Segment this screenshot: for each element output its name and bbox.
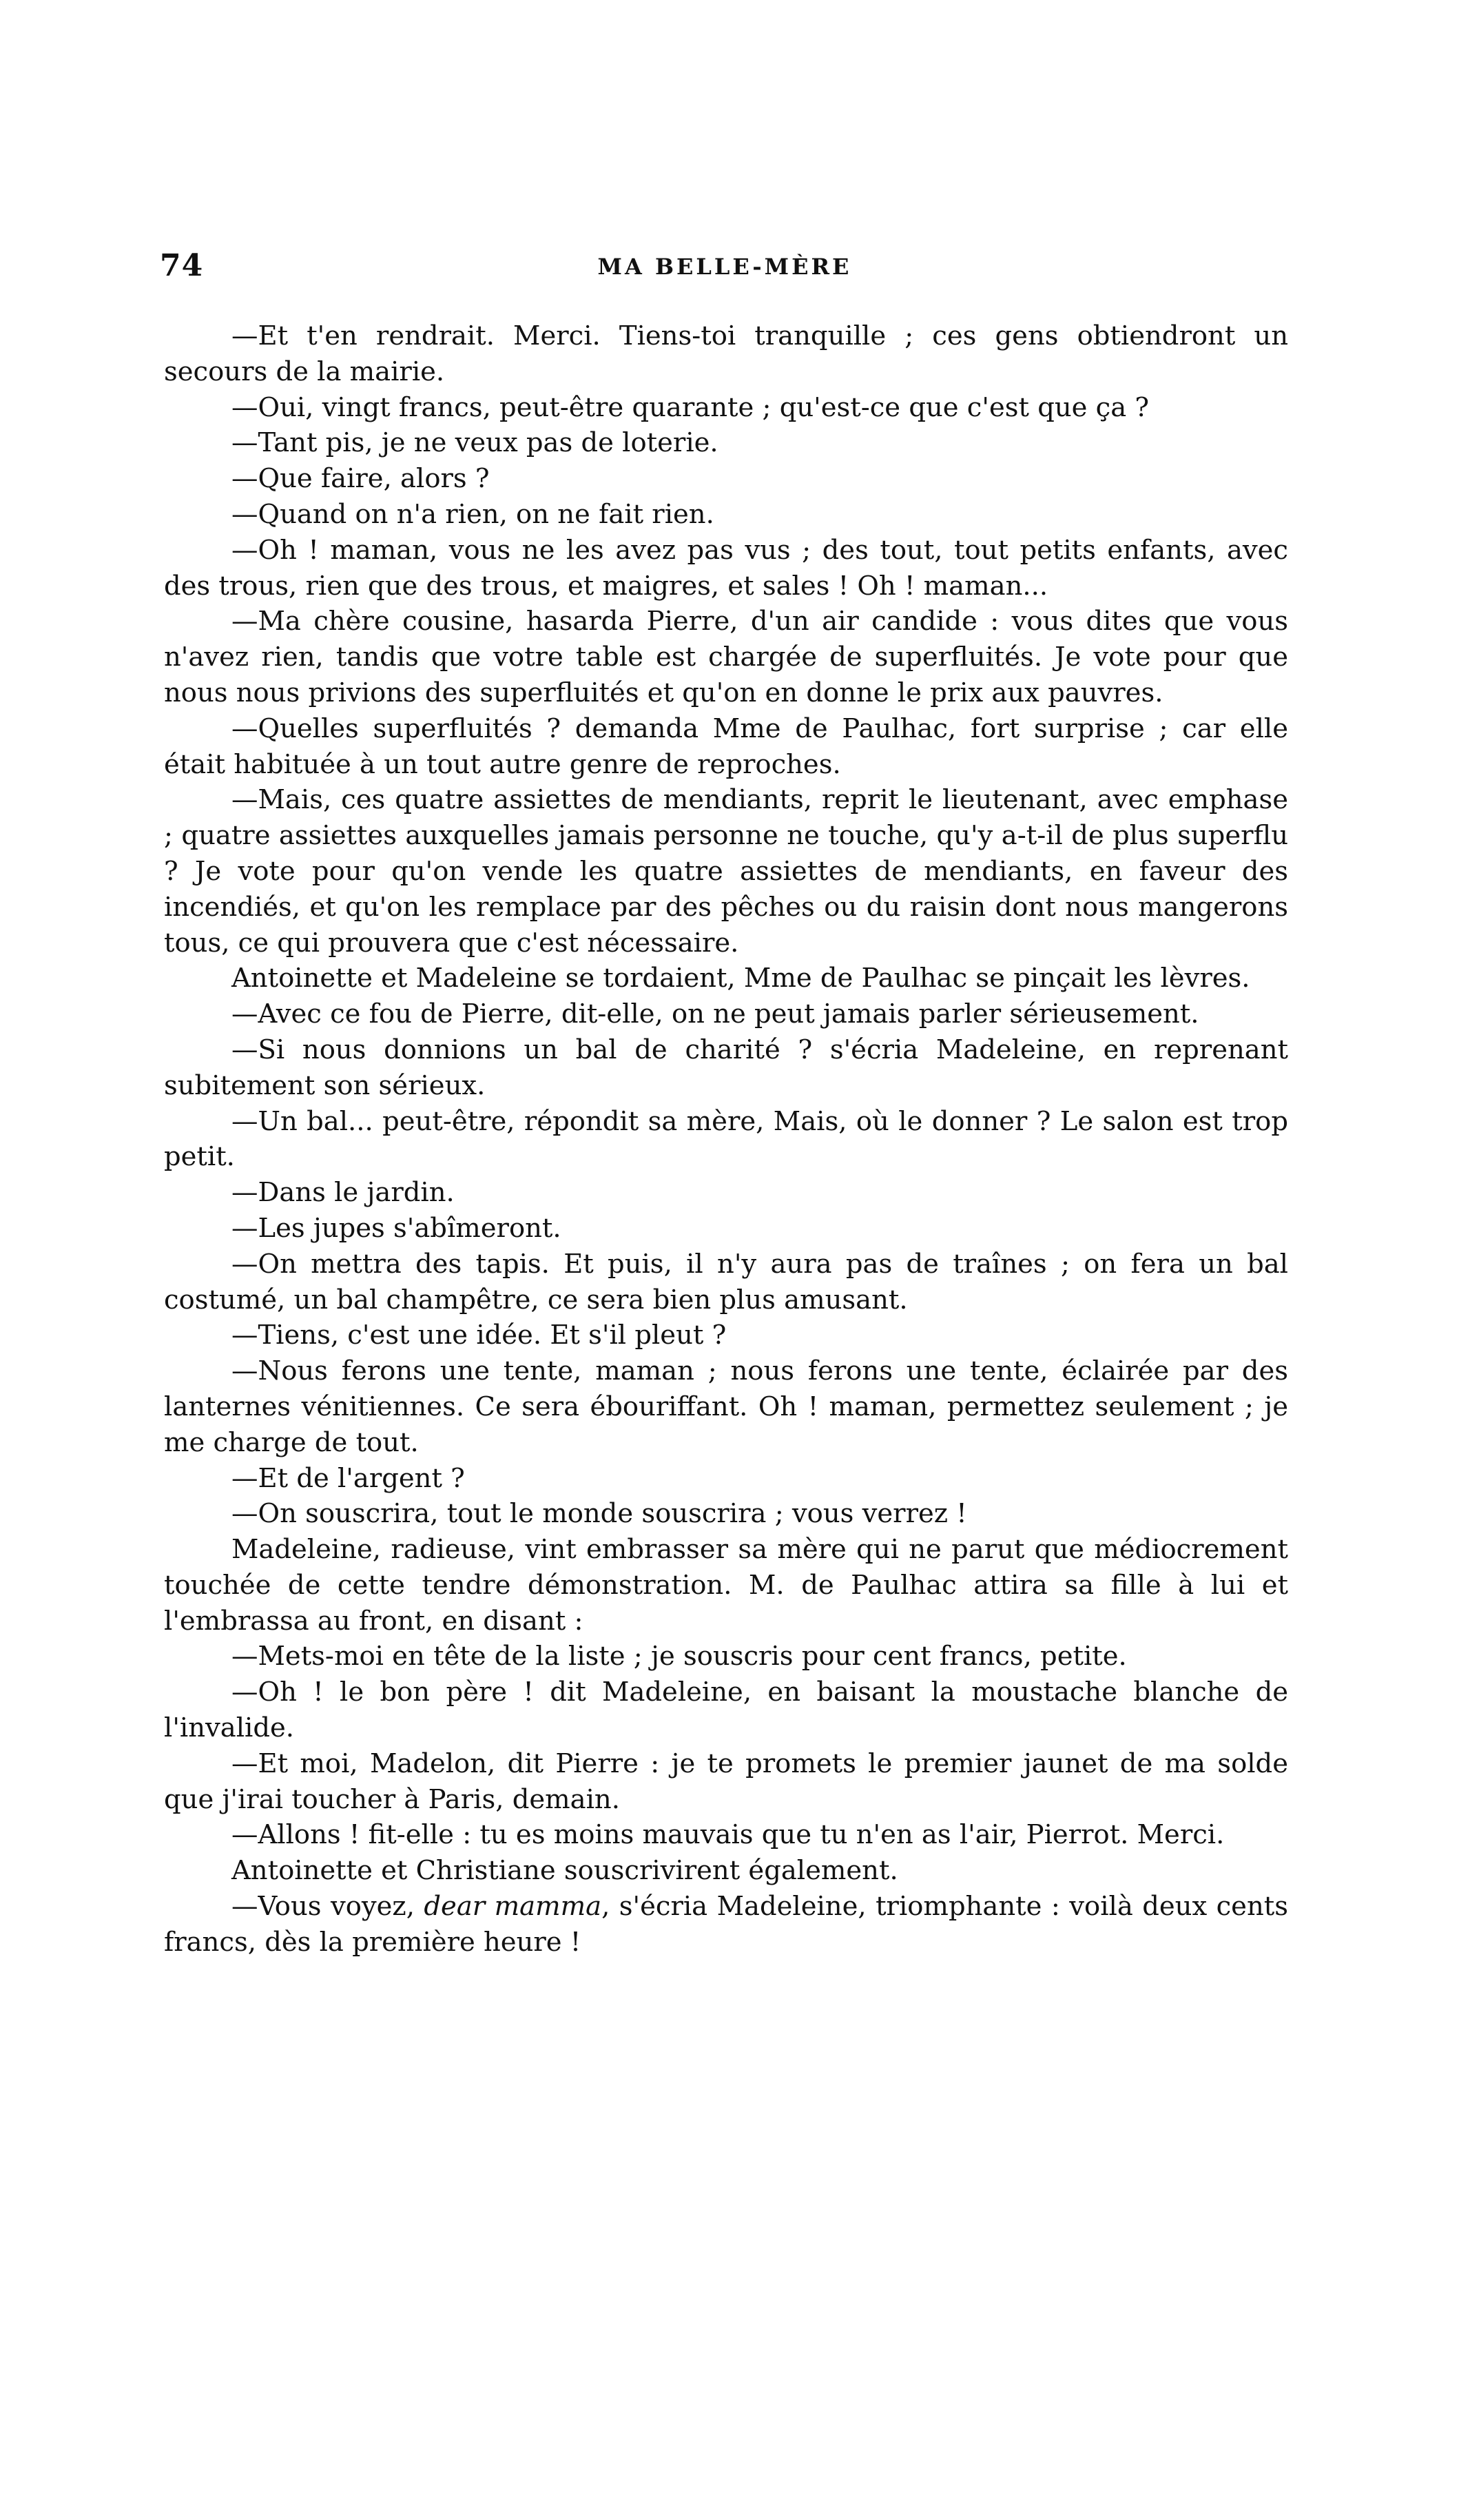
paragraph: —Et de l'argent ? [231,1462,465,1494]
paragraph: —On mettra des tapis. Et puis, il n'y aura pas de traînes ; on fera un bal costumé, un bal champêtre, ce sera bien plus amusant. [164,1248,1288,1315]
paragraph: —Oui, vingt francs, peut-être quarante ; qu'est-ce que c'est que ça ? [231,391,1150,423]
paragraph: —Quelles superfluités ? demanda Mme de Paulhac, fort surprise ; car elle était habituée à un tout autre genre de reproches. [164,713,1288,780]
paragraph: —Allons ! fit-elle : tu es moins mauvais que tu n'en as l'air, Pierrot. Merci. [231,1819,1225,1851]
paragraph: —Mais, ces quatre assiettes de mendiants, reprit le lieutenant, avec emphase ; quatre assiettes auxquelles jamais personne ne touche, qu'y a-t-il de plus superflu ? Je vote pour qu'on vende les quatre assiettes de mendiants, en faveur des incendiés, et qu'on les remplace par des pêches ou du raisin dont nous mangerons tous, ce qui prouvera que c'est nécessaire. [164,784,1288,959]
paragraph [164,1889,1288,1960]
text-body [164,318,1288,1960]
page-number: 74 [160,248,204,283]
paragraph: —Que faire, alors ? [231,463,490,495]
running-title: MA BELLE-MÈRE [597,254,852,280]
paragraph: —Et t'en rendrait. Merci. Tiens-toi tranquille ; ces gens obtiendront un secours de la mairie. [164,320,1288,387]
paragraph: —Nous ferons une tente, maman ; nous ferons une tente, éclairée par des lanternes vénitiennes. Ce sera ébouriffant. Oh ! maman, permettez seulement ; je me charge de tout. [164,1355,1288,1458]
paragraph: —On souscrira, tout le monde souscrira ; vous verrez ! [231,1498,967,1530]
paragraph: Antoinette et Madeleine se tordaient, Mme de Paulhac se pinçait les lèvres. [231,963,1250,994]
paragraph: —Ma chère cousine, hasarda Pierre, d'un air candide : vous dites que vous n'avez rien, tandis que votre table est chargée de superfluités. Je vote pour que nous nous privions des superfluités et qu'on en donne le prix aux pauvres. [164,606,1288,708]
paragraph: —Les jupes s'abîmeront. [231,1212,561,1244]
paragraph: —Quand on n'a rien, on ne fait rien. [231,498,714,530]
paragraph: —Un bal... peut-être, répondit sa mère, Mais, où le donner ? Le salon est trop petit. [164,1105,1288,1173]
paragraph: Madeleine, radieuse, vint embrasser sa mère qui ne parut que médiocrement touchée de cette tendre démonstration. M. de Paulhac attira sa fille à lui et l'embrassa au front, en disant : [164,1534,1288,1637]
paragraph: —Oh ! le bon père ! dit Madeleine, en baisant la moustache blanche de l'invalide. [164,1677,1288,1744]
paragraph: —Avec ce fou de Pierre, dit-elle, on ne peut jamais parler sérieusement. [231,998,1199,1030]
paragraph: —Tant pis, je ne veux pas de loterie. [231,427,718,459]
paragraph: Antoinette et Christiane souscrivirent également. [231,1855,898,1887]
italic-phrase: dear mamma [424,1891,602,1923]
paragraph-text: —Vous voyez, [231,1891,424,1923]
paragraph: —Oh ! maman, vous ne les avez pas vus ; des tout, tout petits enfants, avec des trous, rien que des trous, et maigres, et sales ! Oh ! maman... [164,534,1288,602]
paragraph: —Et moi, Madelon, dit Pierre : je te promets le premier jaunet de ma solde que j'irai toucher à Paris, demain. [164,1748,1288,1815]
paragraph: —Mets-moi en tête de la liste ; je souscris pour cent francs, petite. [231,1641,1127,1672]
paragraph: —Si nous donnions un bal de charité ? s'écria Madeleine, en reprenant subitement son sérieux. [164,1034,1288,1101]
paragraph: —Tiens, c'est une idée. Et s'il pleut ? [231,1320,727,1351]
paragraph: —Dans le jardin. [231,1177,455,1209]
page-header [160,248,1290,289]
paragraph-text: , s'écria Madeleine, triomphante : voilà deux cents francs, dès la première heure ! [164,1891,1288,1958]
